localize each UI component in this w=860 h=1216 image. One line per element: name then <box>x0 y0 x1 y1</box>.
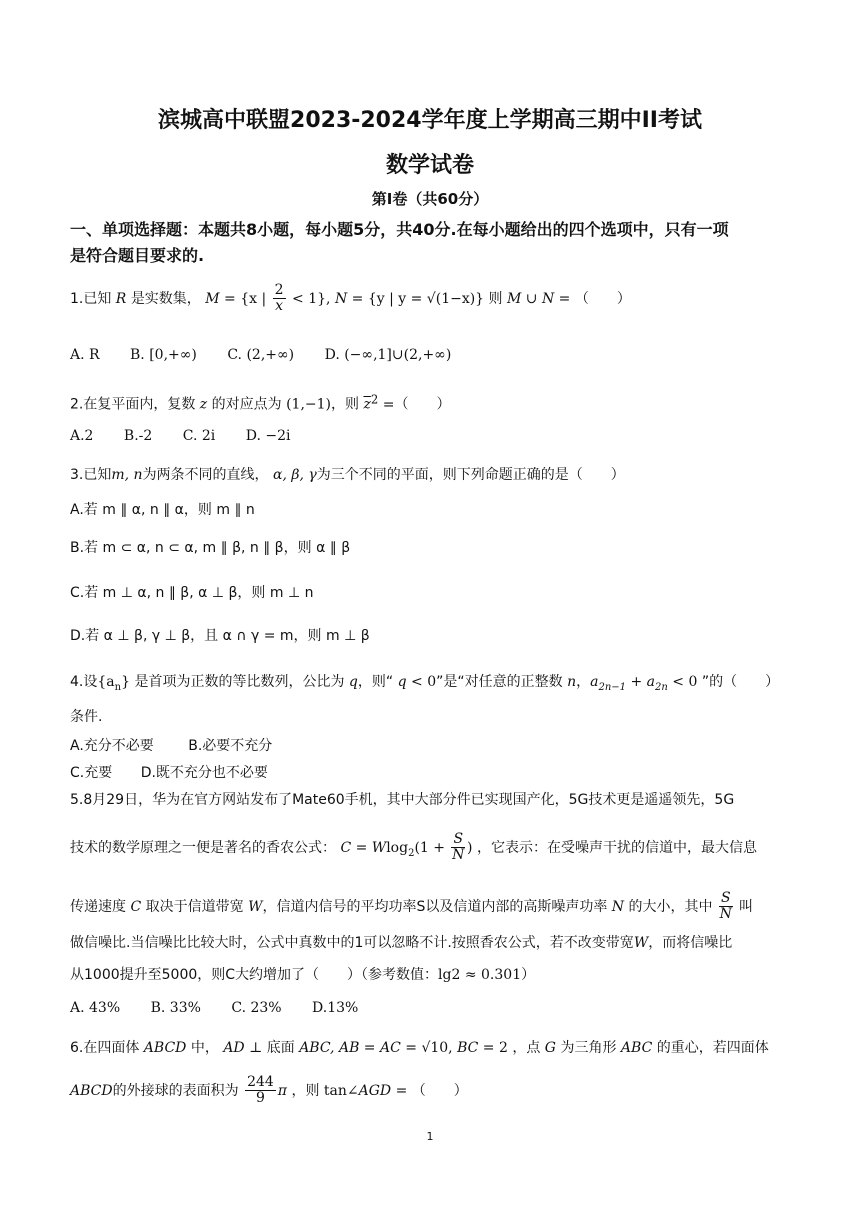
section-heading-line2: 是符合题目要求的. <box>70 246 205 265</box>
question-4-options-row2 <box>70 762 790 782</box>
question-4-line2: 条件. <box>70 709 103 725</box>
option-c: C. (2,+∞) <box>227 347 295 363</box>
option-d: D. −2i <box>245 428 291 444</box>
section-heading-line1: 一、单项选择题：本题共8小题，每小题5分，共40分.在每小题给出的四个选项中，只有一项 <box>70 220 729 239</box>
question-6-line1: 6.在四面体 ABCD 中， AD ⊥ 底面 ABC, AB = AC = √10, BC = 2 ，点 G 为三角形 ABC 的重心，若四面体 <box>70 1040 769 1056</box>
exam-title: 滨城高中联盟2023-2024学年度上学期高三期中II考试 <box>158 108 702 133</box>
question-3-option-d: D.若 α ⊥ β, γ ⊥ β，且 α ∩ γ = m，则 m ⊥ β <box>70 628 370 644</box>
option-a: A. R <box>70 347 100 363</box>
question-5-line1: 5.8月29日，华为在官方网站发布了Mate60手机，其中大部分件已实现国产化，5G技术更是遥遥领先，5G <box>70 792 735 808</box>
question-5-line5: 从1000提升至5000，则C大约增加了（ ）（参考数值：lg2 ≈ 0.301） <box>70 967 536 983</box>
question-5-options <box>70 1000 790 1016</box>
question-3-option-b: B.若 m ⊂ α, n ⊂ α, m ∥ β, n ∥ β，则 α ∥ β <box>70 540 351 556</box>
question-5-line3: 传递速度 C 取决于信道带宽 W，信道内信号的平均功率S以及信道内部的高斯噪声功率 N 的大小，其中 $\frac{S}{N}$ 叫 <box>70 890 754 923</box>
option-b: B. 33% <box>150 1000 201 1016</box>
volume-label: 第I卷（共60分） <box>371 190 489 208</box>
question-4-stem: 4.设$\{a_n\}$ 是首项为正数的等比数列，公比为 q，则“ q < 0”是“对任意的正整数 n，$a_{2n-1} + a_{2n} < 0$ ”的（ ） <box>70 674 780 693</box>
question-5-line2: 技术的数学原理之一便是著名的香农公式： C = Wlog$_2$(1 + $\frac{S}{N}$ ) ，它表示：在受噪声干扰的信道中，最大信息 <box>70 831 757 864</box>
question-5-line4: 做信噪比.当信噪比比较大时，公式中真数中的1可以忽略不计.按照香农公式，若不改变带宽W，而将信噪比 <box>70 935 733 951</box>
option-a: A.2 <box>70 428 94 444</box>
question-4-options-row1 <box>70 735 790 755</box>
question-1-options <box>70 347 790 363</box>
option-b: B.必要不充分 <box>188 738 273 754</box>
question-3-option-c: C.若 m ⊥ α, n ∥ β, α ⊥ β，则 m ⊥ n <box>70 585 314 601</box>
option-b: B.-2 <box>123 428 153 444</box>
option-d: D.13% <box>312 1000 359 1016</box>
option-c: C. 2i <box>182 428 216 444</box>
option-c: C.充要 <box>70 765 113 781</box>
question-3-option-a: A.若 m ∥ α, n ∥ α，则 m ∥ n <box>70 502 255 518</box>
option-d: D.既不充分也不必要 <box>140 765 268 781</box>
option-a: A. 43% <box>70 1000 121 1016</box>
option-a: A.充分不必要 <box>70 738 154 754</box>
question-2-stem: 2.在复平面内，复数 z 的对应点为 (1,−1)，则 $\overline{z}^2$ =（ ） <box>70 392 451 413</box>
question-6-line2: ABCD的外接球的表面积为 $\frac{244}{9}$ π ，则 tan∠AGD = （ ） <box>70 1074 468 1107</box>
question-1-stem: 1.已知 R 是实数集， M = {x | $\frac{2}{x}$ < 1}, N = {y | y = √(1−x)} 则 M ∪ N = （ ） <box>70 282 631 315</box>
question-2-options <box>70 428 790 444</box>
exam-subtitle: 数学试卷 <box>385 153 474 178</box>
option-c: C. 23% <box>231 1000 282 1016</box>
page-number: 1 <box>426 1130 434 1143</box>
option-b: B. [0,+∞) <box>130 347 197 363</box>
question-3-stem: 3.已知m, n为两条不同的直线， α, β, γ为三个不同的平面，则下列命题正确的是（ ） <box>70 467 625 483</box>
option-d: D. (−∞,1]∪(2,+∞) <box>324 347 452 363</box>
